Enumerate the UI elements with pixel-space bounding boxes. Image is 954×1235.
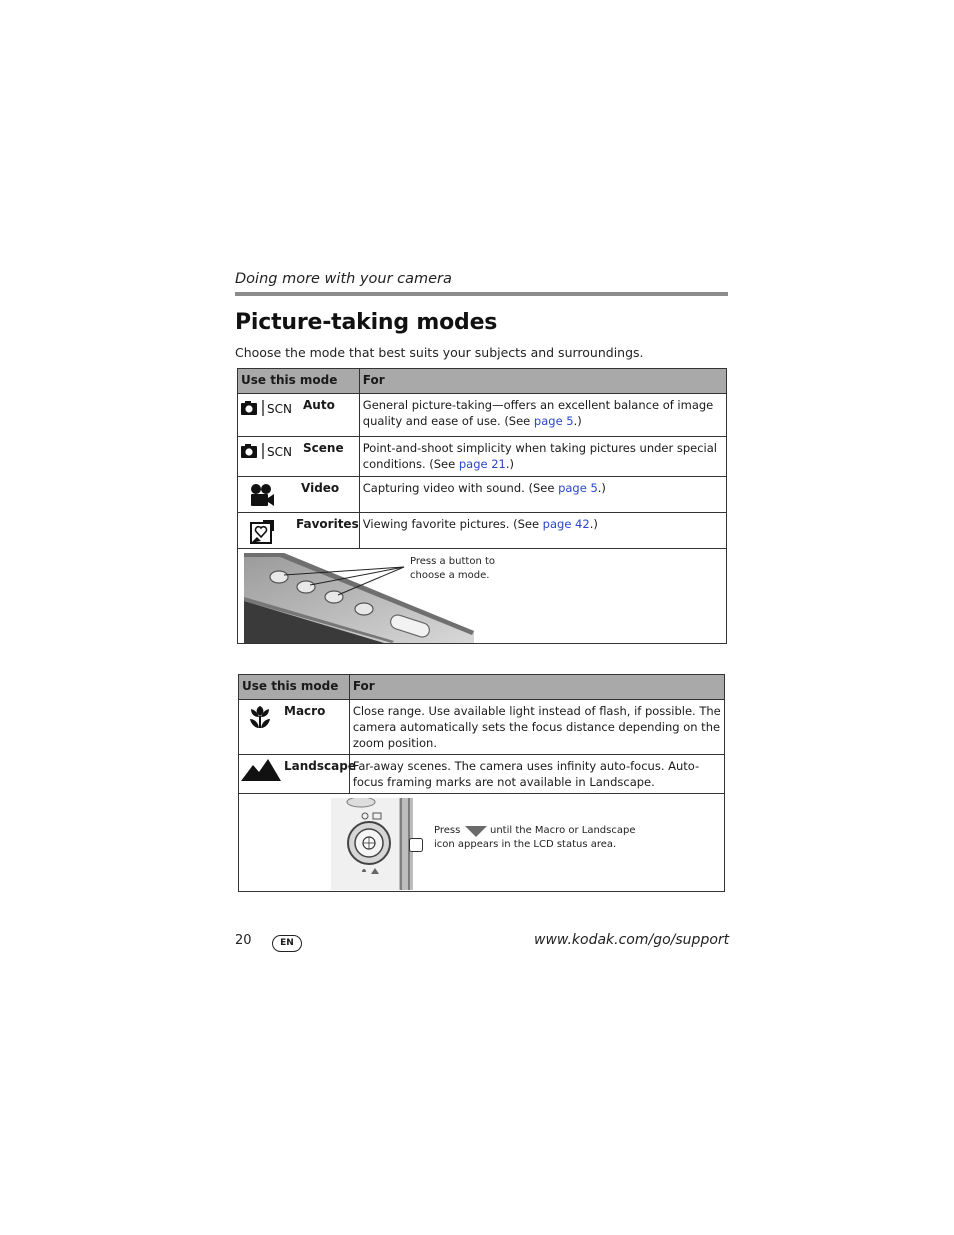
- page-link[interactable]: page 42: [542, 517, 590, 531]
- mode-cell-auto: [238, 394, 360, 437]
- mode-desc: [359, 394, 726, 437]
- desc-tail: .): [597, 481, 606, 495]
- page-link[interactable]: page 21: [458, 457, 506, 471]
- camera-back-illustration: [331, 798, 413, 894]
- side-button-icon: [409, 838, 423, 856]
- section-header: Doing more with your camera: [235, 271, 452, 287]
- mode-desc: Far-away scenes. The camera uses infinity auto-focus. Auto-focus framing marks are not available in Landscape.: [349, 755, 724, 794]
- scn-label: SCN: [267, 445, 292, 459]
- mode-cell-landscape: [239, 755, 356, 794]
- col-header-for: For: [359, 369, 726, 394]
- camera-scn-icon: [240, 443, 298, 463]
- desc-tail: .): [573, 414, 582, 428]
- desc-text: Point-and-shoot simplicity when taking pictures under special conditions. (See: [362, 441, 717, 471]
- mode-cell-video: [238, 477, 360, 513]
- desc-text: General picture-taking—offers an excellent balance of image quality and ease of use. (See: [362, 398, 714, 428]
- illustration-caption: Press a button to choose a mode.: [410, 556, 496, 581]
- table-row: [239, 700, 725, 755]
- language-badge: EN: [272, 935, 302, 952]
- mode-label: Landscape: [284, 759, 356, 773]
- illustration-cell: [239, 794, 725, 892]
- mode-label: Scene: [303, 441, 344, 455]
- desc-text: Capturing video with sound. (See: [362, 481, 559, 495]
- camera-scn-icon: [240, 400, 298, 420]
- desc-tail: .): [505, 457, 515, 471]
- mode-desc: Close range. Use available light instead of flash, if possible. The camera automatically sets the focus distance depending on the zoom position.: [349, 700, 724, 755]
- mode-label: Video: [301, 481, 340, 495]
- table-row: [238, 437, 727, 477]
- col-header-mode: Use this mode: [238, 369, 360, 394]
- col-header-for: For: [349, 675, 724, 700]
- intro-text: Choose the mode that best suits your subjects and surroundings.: [235, 345, 644, 360]
- page-link[interactable]: page 5: [558, 481, 598, 495]
- table-header-row: [238, 369, 727, 394]
- desc-tail: .): [589, 517, 598, 531]
- page-title: Picture-taking modes: [235, 310, 498, 335]
- scn-label: SCN: [267, 402, 292, 416]
- table-row: [238, 477, 727, 513]
- page-number: 20: [235, 933, 252, 948]
- video-camera-icon: [249, 483, 275, 513]
- illustration-row: [238, 549, 727, 644]
- illustration-row: [239, 794, 725, 892]
- mode-desc: [359, 513, 726, 549]
- page-link[interactable]: page 5: [533, 414, 574, 428]
- header-rule: [235, 292, 728, 296]
- mode-desc: [359, 437, 726, 477]
- illustration-caption: until the Macro or Landscape icon appears in the LCD status area.: [434, 825, 636, 850]
- mode-cell-scene: [238, 437, 360, 477]
- illustration-cell: [238, 549, 727, 644]
- mode-cell-macro: [239, 700, 350, 755]
- table-row: [238, 394, 727, 437]
- table-header-row: [239, 675, 725, 700]
- mode-desc: [359, 477, 726, 513]
- modes-table-2: [238, 674, 725, 892]
- favorites-icon: [249, 519, 275, 549]
- mode-cell-favorites: [238, 513, 360, 549]
- mode-label: Favorites: [296, 517, 359, 531]
- table-row: [238, 513, 727, 549]
- table-row: [239, 755, 725, 794]
- modes-table-1: [237, 368, 727, 644]
- macro-flower-icon: [248, 704, 272, 734]
- col-header-mode: Use this mode: [239, 675, 350, 700]
- mode-label: Auto: [303, 398, 335, 412]
- support-url[interactable]: www.kodak.com/go/support: [534, 932, 730, 948]
- landscape-mountain-icon: [241, 757, 281, 785]
- press-label: Press: [434, 825, 461, 836]
- desc-text: Viewing favorite pictures. (See: [362, 517, 543, 531]
- mode-label: Macro: [284, 704, 326, 718]
